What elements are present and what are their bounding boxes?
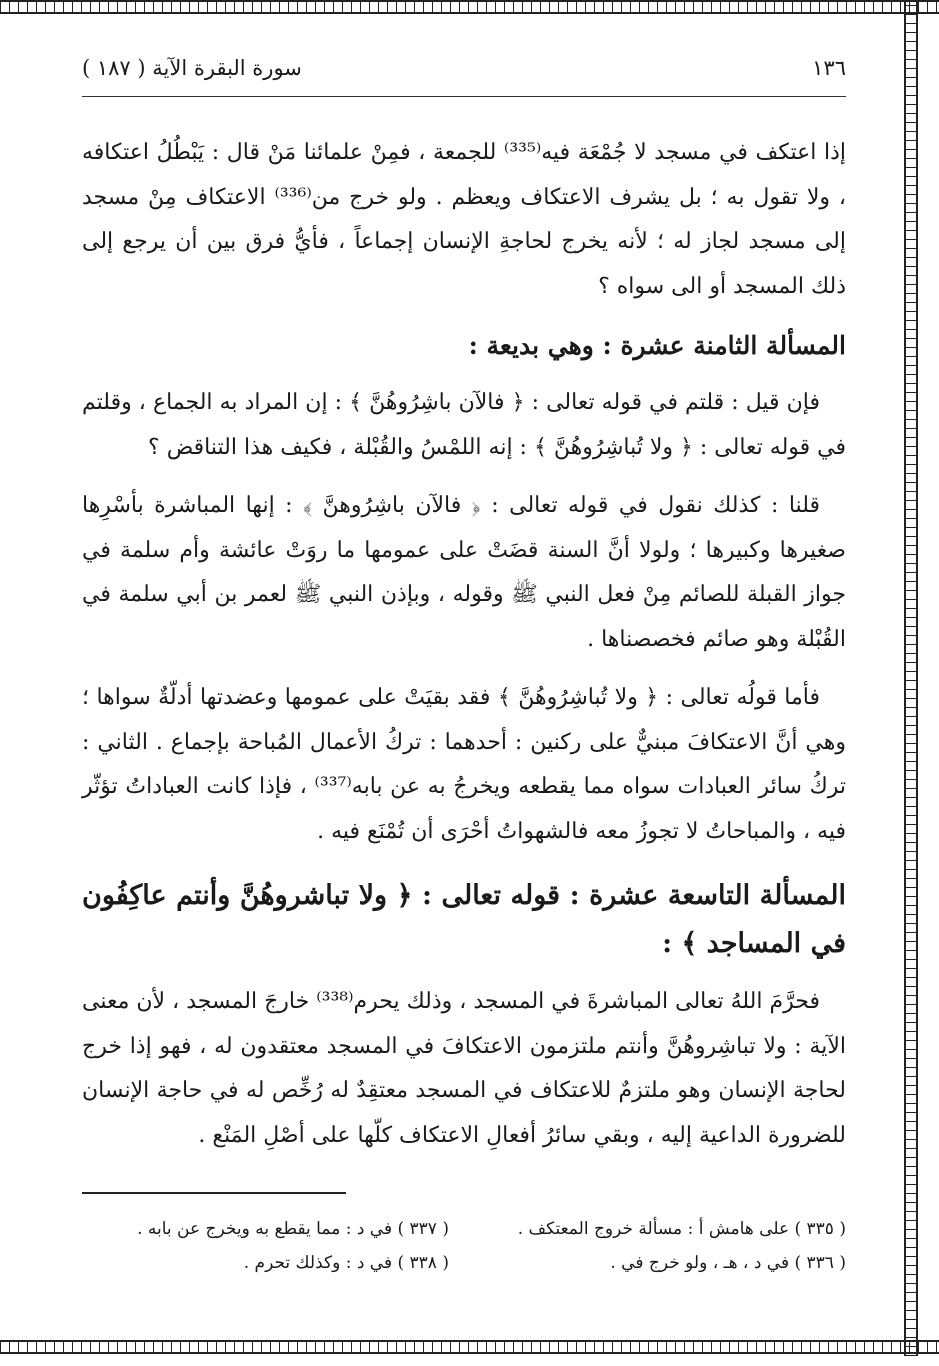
footnote-separator bbox=[82, 1192, 346, 1194]
running-title: سورة البقرة الآية ( ١٨٧ ) bbox=[82, 56, 302, 80]
footnote-337: ( ٣٣٧ ) في د : مما يقطع به ويخرج عن بابه . bbox=[137, 1219, 449, 1239]
footnotes bbox=[82, 1212, 846, 1280]
footnote-335: ( ٣٣٥ ) على هامش أ : مسألة خروج المعتكف . bbox=[517, 1219, 846, 1239]
body-text bbox=[82, 131, 846, 1158]
footnote-336: ( ٣٣٦ ) في د ، هـ ، ولو خرج في . bbox=[610, 1253, 846, 1273]
paragraph-5: فحرَّمَ اللهُ تعالى المباشرةَ في المسجد ، وذلك يحرم⁽³³⁸⁾ خارجَ المسجد ، لأن معنى الآية : ولا تباشِروهُنَّ وأنتم ملتزمون الاعتكافَ في المسجد معتقدون له ، فهو إذا خرج لحاجة الإنسان وهو ملتزمٌ للاعتكاف في المسجد معتقِدٌ له رُخِّص له في حاجة الإنسان للضرورة الداعية إليه ، وبقي سائرُ أفعالِ الاعتكاف كلّها على أصْلِ المَنْع . bbox=[82, 989, 846, 1148]
page-border-bottom bbox=[0, 1340, 939, 1354]
paragraph-4: فأما قولُه تعالى : ﴿ ولا تُباشِرُوهُنَّ ﴾ فقد بقيَتْ على عمومها وعضدتها أدلّةٌ سواها ؛ وهي أنَّ الاعتكافَ مبنيٌّ على ركنين : أحدهما : تركُ الأعمال المُباحة بإجماع . الثاني : تركُ سائر العبادات سواه مما يقطعه ويخرجُ به عن بابه⁽³³⁷⁾ ، فإذا كانت العباداتُ تؤثّر فيه ، والمباحاتُ لا تجوزُ معه فالشهواتُ أحْرَى أن تُمْنَع فيه . bbox=[82, 685, 846, 844]
running-header bbox=[82, 56, 846, 97]
page-border-top bbox=[0, 0, 939, 14]
footnote-338: ( ٣٣٨ ) في د : وكذلك تحرم . bbox=[243, 1253, 449, 1273]
section-heading-19: المسألة التاسعة عشرة : قوله تعالى : ﴿ ولا تباشروهُنَّ وأنتم عاكِفُون في المساجد ﴾ : bbox=[82, 880, 846, 959]
paragraph-3: قلنا : كذلك نقول في قوله تعالى : ﴿ فالآن باشِرُوهنَّ ﴾ : إنها المباشرة بأسْرِها صغيرها وكبيرها ؛ ولولا أنَّ السنة قضَتْ على عمومها ما روَتْ عائشة وأم سلمة في جواز القبلة للصائم مِنْ فعل النبي ﷺ وقوله ، وبإذن النبي ﷺ لعمر بن أبي سلمة في القُبْلة وهو صائم فخصصناها . bbox=[82, 493, 846, 652]
section-heading-18: المسألة الثامنة عشرة : وهي بديعة : bbox=[468, 331, 846, 360]
page-number: ١٣٦ bbox=[812, 56, 846, 80]
paragraph-2: فإن قيل : قلتم في قوله تعالى : ﴿ فالآن باشِرُوهُنَّ ﴾ : إن المراد به الجماع ، وقلتم في قوله تعالى : ﴿ ولا تُباشِرُوهُنَّ ﴾ : إنه اللمْسُ والقُبْلة ، فكيف هذا التناقض ؟ bbox=[82, 390, 846, 460]
page-content bbox=[82, 56, 846, 1172]
page-border-right bbox=[904, 0, 918, 1356]
paragraph-1: إذا اعتكف في مسجد لا جُمْعَة فيه⁽³³⁵⁾ للجمعة ، فمِنْ علمائنا مَنْ قال : يَبْطُلُ اعتكافه ، ولا تقول به ؛ بل يشرف الاعتكاف ويعظم . ولو خرج من⁽³³⁶⁾ الاعتكاف مِنْ مسجد إلى مسجد لجاز له ؛ لأنه يخرج لحاجةِ الإنسان إجماعاً ، فأيُّ فرق بين أن يرجع إلى ذلك المسجد أو الى سواه ؟ bbox=[82, 140, 846, 299]
